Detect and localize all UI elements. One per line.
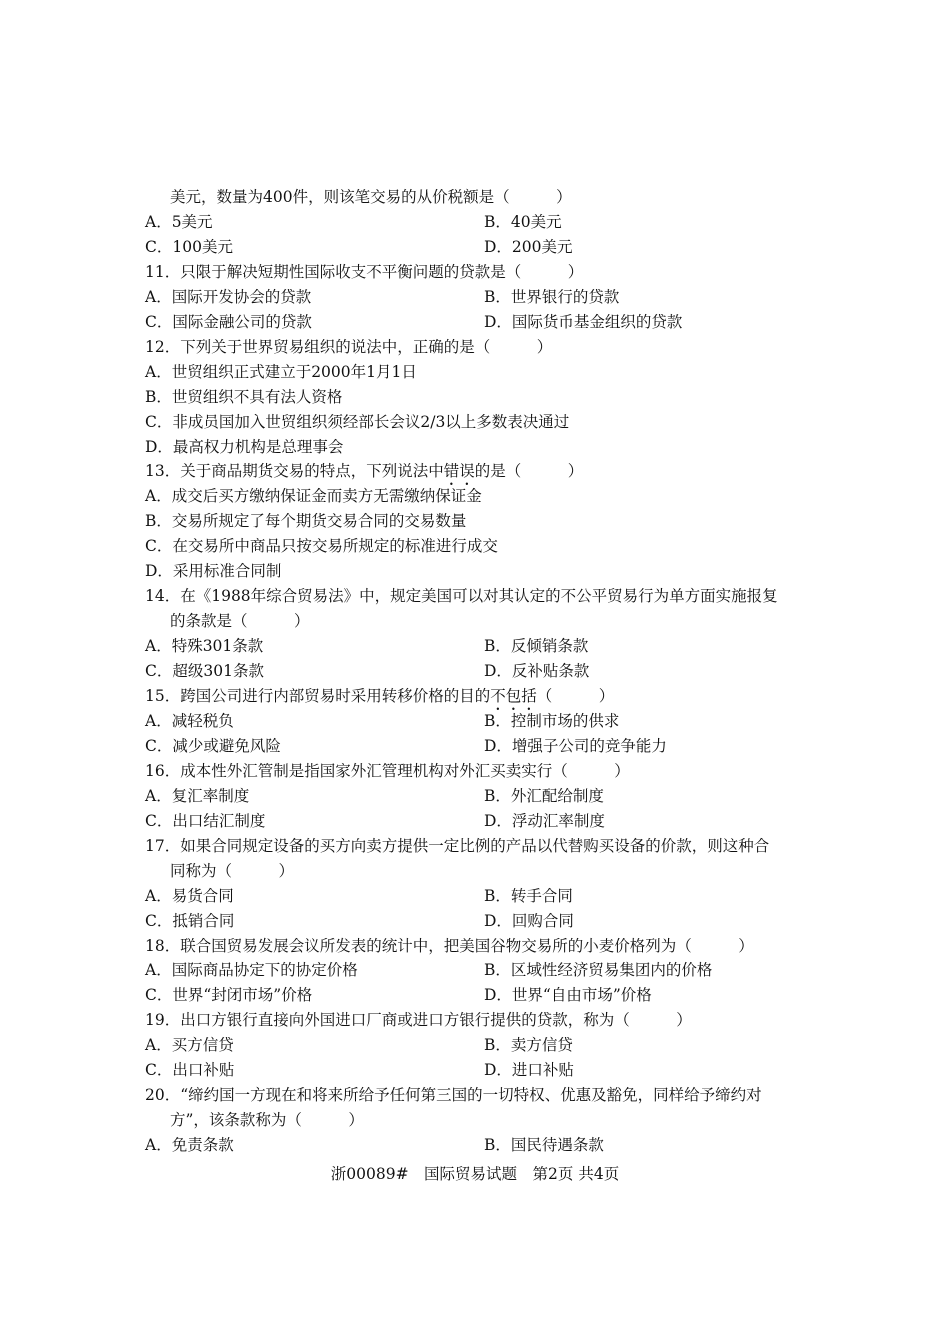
question-stem [145, 1083, 825, 1108]
question-continuation [170, 609, 850, 634]
option-line [145, 360, 825, 385]
option-line [145, 410, 825, 435]
option-left: C．超级301条款 [145, 662, 264, 680]
question-stem [145, 335, 825, 360]
option-row [145, 1133, 825, 1158]
option-right: D．200美元 [484, 237, 573, 256]
option-left: A．国际开发协会的贷款 [145, 287, 312, 306]
option-row [145, 210, 825, 235]
option-left: C．抵销合同 [145, 911, 235, 930]
option-right: D．增强子公司的竞争能力 [484, 736, 667, 755]
stem-text: 17．如果合同规定设备的买方向卖方提供一定比例的产品以代替购买设备的价款，则这种合 [145, 836, 770, 855]
question-stem [145, 584, 825, 609]
option-left: C．世界“封闭市场”价格 [145, 986, 313, 1005]
stem-text: 19．出口方银行直接向外国进口厂商或进口方银行提供的贷款，称为（ ） [145, 1011, 692, 1030]
option-right: B．卖方信贷 [484, 1036, 573, 1055]
option-right: D．世界“自由市场”价格 [484, 986, 652, 1005]
option-line [145, 435, 825, 460]
option-row [145, 285, 825, 310]
option-left: C．出口补贴 [145, 1061, 235, 1080]
option-text: B．交易所规定了每个期货交易合同的交易数量 [145, 512, 467, 531]
option-text: B．世贸组织不具有法人资格 [145, 387, 343, 406]
page-footer: 浙00089# 国际贸易试题 第2页 共4页 [330, 1165, 620, 1183]
option-line [145, 509, 825, 534]
option-right: D．国际货币基金组织的贷款 [484, 312, 683, 331]
option-text: A．世贸组织正式建立于2000年1月1日 [145, 362, 417, 381]
option-text: A．成交后买方缴纳保证金而卖方无需缴纳保证金 [145, 487, 482, 506]
option-row [145, 809, 825, 834]
option-right: B．外汇配给制度 [484, 786, 604, 805]
question-continuation [170, 185, 850, 210]
question-stem [145, 684, 825, 709]
question-stem [145, 459, 825, 484]
option-text: C．非成员国加入世贸组织须经部长会议2/3以上多数表决通过 [145, 412, 570, 431]
option-left: A．复汇率制度 [145, 786, 250, 805]
option-text: D．最高权力机构是总理事会 [145, 437, 344, 456]
option-row [145, 884, 825, 909]
option-row [145, 784, 825, 809]
option-row [145, 235, 825, 260]
option-line [145, 559, 825, 584]
option-line [145, 385, 825, 410]
option-row [145, 709, 825, 734]
stem-emphasis: 不包括 [490, 687, 537, 705]
stem-text: 20．“缔约国一方现在和将来所给予任何第三国的一切特权、优惠及豁免，同样给予缔约对 [145, 1086, 762, 1105]
option-row [145, 1058, 825, 1083]
question-continuation [170, 1108, 850, 1133]
option-right: D．进口补贴 [484, 1061, 574, 1080]
option-left: A．特殊301条款 [145, 637, 264, 656]
question-continuation [170, 859, 850, 884]
option-left: A．5美元 [145, 212, 213, 231]
stem-text: 的是（ ） [474, 462, 584, 481]
option-right: B．国民待遇条款 [484, 1136, 604, 1155]
option-left: A．免责条款 [145, 1136, 234, 1155]
line-text: 同称为（ ） [170, 861, 295, 880]
option-right: B．反倾销条款 [484, 637, 589, 656]
question-stem [145, 759, 825, 784]
option-left: C．100美元 [145, 237, 233, 256]
option-right: D．回购合同 [484, 911, 574, 930]
option-row [145, 310, 825, 335]
option-left: C．国际金融公司的贷款 [145, 312, 312, 331]
option-text: C．在交易所中商品只按交易所规定的标准进行成交 [145, 537, 498, 556]
stem-text: 18．联合国贸易发展会议所发表的统计中，把美国谷物交易所的小麦价格列为（ ） [145, 936, 754, 955]
option-left: C．减少或避免风险 [145, 736, 281, 755]
option-line [145, 534, 825, 559]
option-right: B．控制市场的供求 [484, 711, 620, 730]
stem-text: 11．只限于解决短期性国际收支不平衡问题的贷款是（ ） [145, 262, 584, 281]
option-left: A．易货合同 [145, 886, 234, 905]
line-text: 美元，数量为400件，则该笔交易的从价税额是（ ） [170, 188, 572, 206]
option-right: D．反补贴条款 [484, 662, 590, 680]
line-text: 的条款是（ ） [170, 612, 310, 631]
question-stem [145, 260, 825, 285]
stem-text: 16．成本性外汇管制是指国家外汇管理机构对外汇买卖实行（ ） [145, 761, 630, 780]
option-left: A．买方信贷 [145, 1036, 234, 1055]
question-stem [145, 834, 825, 859]
line-text: 方”，该条款称为（ ） [170, 1111, 364, 1130]
question-stem [145, 1008, 825, 1033]
option-right: B．区域性经济贸易集团内的价格 [484, 961, 713, 980]
option-right: D．浮动汇率制度 [484, 811, 605, 830]
stem-text: 14．在《1988年综合贸易法》中，规定美国可以对其认定的不公平贸易行为单方面实施报复 [145, 587, 778, 606]
question-stem [145, 934, 825, 959]
option-row [145, 909, 825, 934]
stem-text: 13．关于商品期货交易的特点，下列说法中 [145, 462, 444, 481]
option-row [145, 983, 825, 1008]
option-right: B．40美元 [484, 212, 562, 231]
stem-text: （ ） [536, 687, 615, 705]
option-row [145, 1033, 825, 1058]
option-row [145, 634, 825, 659]
option-right: B．转手合同 [484, 886, 573, 905]
option-left: C．出口结汇制度 [145, 811, 266, 830]
option-left: A．减轻税负 [145, 711, 234, 730]
option-left: A．国际商品协定下的协定价格 [145, 961, 358, 980]
option-line [145, 484, 825, 509]
stem-emphasis: 错误 [443, 462, 475, 481]
option-row [145, 659, 825, 684]
option-right: B．世界银行的贷款 [484, 287, 620, 306]
option-row [145, 958, 825, 983]
stem-text: 12．下列关于世界贸易组织的说法中，正确的是（ ） [145, 337, 553, 356]
stem-text: 15．跨国公司进行内部贸易时采用转移价格的目的 [145, 687, 491, 705]
option-row [145, 734, 825, 759]
option-text: D．采用标准合同制 [145, 562, 282, 581]
